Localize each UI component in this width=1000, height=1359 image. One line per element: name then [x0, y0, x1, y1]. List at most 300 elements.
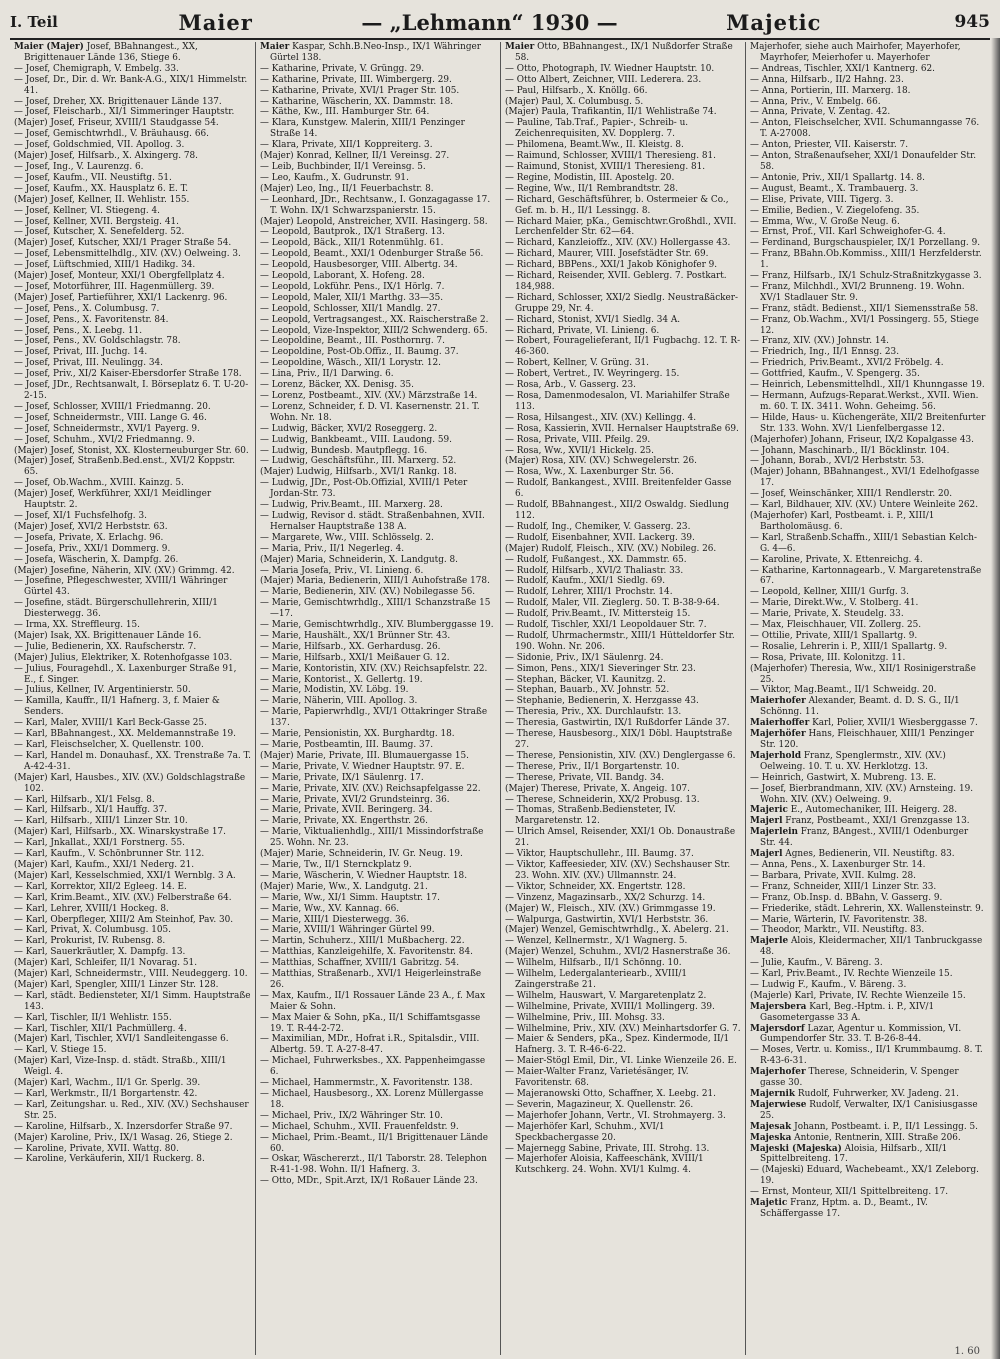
directory-entry: — Emilie, Bedien., V. Ziegelofeng. 35. [750, 205, 920, 216]
directory-entry: — Majerhofer Aloisia, Kaffeeschänk, XVIII/1 Kutschkerg. 24. Wohn. XVI/1 Kulmg. 4. [505, 1154, 704, 1176]
directory-entry: — Marie, XIII/1 Diesterwegg. 36. [260, 914, 410, 925]
directory-entry: — Majerhöfer Karl, Schuhm., XVI/1 Speckbachergasse 20. [505, 1121, 665, 1143]
directory-entry: — Rudolf, Tischler, XXI/1 Leopoldauer Str. 7. [505, 620, 707, 631]
directory-entry: (Majer) Paula, Trafikantin, II/1 Wehlistraße 74. [505, 107, 717, 118]
last-entry-word: Majetic [726, 9, 822, 35]
directory-entry: — Rosa, Private, III. Kolonitzg. 11. [750, 652, 906, 663]
directory-entry: (Majer) Isak, XX. Brigittenauer Lände 16. [14, 630, 202, 641]
directory-entry: (Majer) Maria, Schneiderin, X. Landgutg. 8. [260, 554, 459, 565]
directory-entry: — Therese, Priv., II/1 Borgartenstr. 10. [505, 761, 680, 772]
directory-entry: Majerl Franz, Postbeamt., XXI/1 Grenzgasse 13. [750, 816, 970, 827]
directory-entry: — Walpurga, Gastwirtin, XVI/1 Herbststr. 36. [505, 914, 709, 925]
directory-entry: — Josef, Privat, III. Neulingg. 34. [14, 358, 163, 369]
directory-entry: — Josef, Kutscher, X. Senefelderg. 52. [14, 227, 185, 238]
directory-entry: — Marie, Pensionistin, XX. Burghardtg. 18. [260, 729, 455, 740]
directory-entry: Maierhoffer Karl, Polier, XVII/1 Wiesberggasse 7. [750, 718, 978, 729]
first-entry-word: Maier [178, 9, 253, 35]
entry-columns [10, 42, 990, 1355]
directory-entry: (Majer) Josef, Friseur, XVIII/1 Staudgasse 54. [14, 118, 219, 129]
directory-entry: — Rudolf, BBahnangest., XII/2 Oswaldg. Siedlung 112. [505, 500, 730, 521]
directory-entry: Majerhöfer Hans, Fleischhauer, XIII/1 Penzinger Str. 120. [750, 729, 974, 750]
directory-entry: — Lorenz, Bäcker, XX. Denisg. 35. [260, 380, 414, 391]
directory-entry: Majerhofer Therese, Schneiderin, V. Spenger gasse 30. [750, 1067, 959, 1089]
directory-entry: — Stephan, Bauarb., XV. Johnstr. 52. [505, 685, 670, 696]
directory-entry: — Leopold, Kellner, XIII/1 Gurfg. 3. [750, 587, 909, 598]
directory-entry: — Rudolf, Lehrer, XIII/1 Prochstr. 14. [505, 587, 673, 598]
directory-entry: — Wilhelmine, Priv., XIV. (XV.) Meinhartsdorfer G. 7. [505, 1023, 741, 1034]
directory-entry: — Franz, XIV. (XV.) Johnstr. 14. [750, 336, 889, 347]
directory-entry: — Franz, Hilfsarb., IX/1 Schulz-Straßnitzkygasse 3. [750, 271, 982, 282]
directory-entry: — Karl, Tischler, XII/1 Pachmüllerg. 4. [14, 1023, 187, 1034]
directory-entry: — Josef, Pens., X. Leebg. 11. [14, 325, 143, 336]
directory-entry: — Irma, XX. Streffleurg. 15. [14, 620, 141, 631]
directory-entry: — Marie, Private, XX. Engerthstr. 26. [260, 816, 428, 827]
directory-entry: — Wilhelmine, Private, XVIII/1 Mollingerg. 39. [505, 1001, 715, 1012]
directory-entry: — Richard, Reisender, XVII. Geblerg. 7. Postkart. 184,988. [505, 271, 727, 292]
directory-entry: — Max, Fleischhauer, VII. Zollerg. 25. [750, 620, 922, 631]
directory-entry: (Majer) Josef, XVI/2 Herbststr. 63. [14, 521, 168, 532]
directory-entry: — Karl, Hilfsarb., XIII/1 Linzer Str. 10. [14, 816, 188, 827]
directory-entry: (Majer) Josef, Stonist, XX. Klosterneuburger Str. 60. [14, 445, 249, 456]
directory-entry: Majersdorf Lazar, Agentur u. Kommission, VI. Gumpendorfer Str. 33. T. B-26-8-44. [750, 1023, 962, 1045]
directory-entry: — Majernegg Sabine, Private, III. Strohg. 13. [505, 1143, 710, 1154]
directory-entry: — Marie, Viktualienhdlg., XIII/1 Missindorfstraße 25. Wohn. Nr. 23. [260, 827, 484, 849]
column-3 [500, 42, 745, 1355]
directory-entry: — Leopoldine, Post-Ob.Offiz., II. Baumg. 37. [260, 347, 459, 358]
directory-entry: — Johann, Borab., XVI/2 Herbststr. 53. [750, 456, 925, 467]
directory-entry: — Barbara, Private, XVII. Kulmg. 28. [750, 870, 916, 881]
directory-entry: — Anna, Portierin, III. Marxerg. 18. [750, 85, 911, 96]
directory-entry: — Severin, Magazineur, X. Quellenstr. 26. [505, 1099, 694, 1110]
directory-entry: (Majer) Maria, Bedienerin, XIII/1 Auhofstraße 178. [260, 576, 490, 587]
directory-entry: — Karoline, Verkäuferin, XII/1 Ruckerg. 8. [14, 1154, 205, 1165]
directory-entry: — Heinrich, Gastwirt, X. Mubreng. 13. E. [750, 772, 937, 783]
directory-entry: — Marie, Kontoristin, XIV. (XV.) Reichsapfelstr. 22. [260, 663, 488, 674]
directory-entry: — Josef, Gemischtwrhdl., V. Bräuhausg. 66. [14, 129, 209, 140]
directory-entry: — Maier & Senders, pKa., Spez. Kindermode, II/1 Hafnerg. 3. T. R-46-6-22. [505, 1034, 730, 1056]
directory-entry: — Gottfried, Kaufm., V. Spengerg. 35. [750, 369, 920, 380]
directory-entry: — Theresia, Gastwirtin, IX/1 Rußdorfer Lände 37. [505, 718, 730, 729]
directory-entry: — Michael, Prim.-Beamt., II/1 Brigittenauer Lände 60. [260, 1132, 488, 1154]
directory-entry: — Karoline, Private, XVII. Wattg. 80. [14, 1143, 179, 1154]
part-label: I. Teil [10, 13, 58, 31]
directory-entry: — Pauline, Tab.Traf., Papier-, Schreib- u. Zeichenrequisiten, XV. Dopplerg. 7. [505, 118, 689, 140]
directory-entry: — Josef, Schneidermstr., VIII. Lange G. 46. [14, 412, 207, 423]
directory-entry: Majeski (Majeska) Aloisia, Hilfsarb., XII/1 Spittelbreiteng. 17. [750, 1143, 948, 1165]
directory-entry: — Marie, Ww., XI/1 Simm. Hauptstr. 17. [260, 892, 440, 903]
directory-entry: — Ludwig, Revisor d. städt. Straßenbahnen, XVII. Hernalser Hauptstraße 138 A. [260, 510, 485, 532]
directory-entry: — Marie, Private, XVI/2 Grundsteinrg. 36. [260, 794, 450, 805]
directory-entry: (Majer) Karl, Wachm., II/1 Gr. Sperlg. 39. [14, 1078, 201, 1089]
directory-entry: (Majer) Josefine, Näherin, XIV. (XV.) Grimmg. 42. [14, 565, 235, 576]
directory-entry: — Otto, MDr., Spit.Arzt, IX/1 Roßauer Lände 23. [260, 1176, 478, 1187]
directory-entry: — Matthias, Kanzleigehilfe, X. Favoritenstr. 84. [260, 947, 473, 958]
directory-entry: — Anna, Pens., X. Laxenburger Str. 14. [750, 859, 926, 870]
directory-entry: (Majer) Josef, Hilfsarb., X. Alxingerg. 78. [14, 151, 199, 162]
directory-entry: — Katharine, Private, V. Grüngg. 29. [260, 63, 425, 74]
directory-entry: — Josefa, Priv., XXI/1 Dommerg. 9. [14, 543, 171, 554]
directory-entry: — Maier-Stögl Emil, Dir., VI. Linke Wienzeile 26. E. [505, 1056, 737, 1067]
directory-entry: — Klara, Kunstgew. Malerin, XIII/1 Penzinger Straße 14. [260, 118, 465, 140]
directory-entry: — Ludwig, Bäcker, XVI/2 Roseggerg. 2. [260, 423, 438, 434]
directory-entry: — Rudolf, Eisenbahner, XVII. Lackerg. 39. [505, 532, 695, 543]
directory-entry: (Majer) Wenzel, Schuhm., XVI/2 Hasnerstraße 36. [505, 947, 731, 958]
directory-entry: — Richard, Private, VI. Linieng. 6. [505, 325, 660, 336]
directory-entry: — Michael, Fuhrwerksbes., XX. Pappenheimgasse 6. [260, 1056, 486, 1078]
directory-entry: — Josef, Pens., X. Columbusg. 7. [14, 303, 160, 314]
directory-entry: — Vinzenz, Magazinsarb., XX/2 Schurzg. 14. [505, 892, 706, 903]
directory-entry: — Katharine, Private, III. Wimbergerg. 29. [260, 74, 452, 85]
directory-entry: (Majer) Josef, Kellner, II. Wehlistr. 155. [14, 194, 190, 205]
directory-entry: — Josefine, Pflegeschwester, XVIII/1 Währinger Gürtel 43. [14, 576, 228, 598]
directory-entry: — Franz, städt. Bedienst., XII/1 Siemensstraße 58. [750, 303, 979, 314]
directory-entry: (Majer) Marie, Ww., X. Landgutg. 21. [260, 881, 428, 892]
directory-entry: — Marie, Gemischtwrhdlg., XIII/1 Schanzstraße 15—17. [260, 598, 491, 620]
directory-entry: — Lorenz, Schneider, f. D. VI. Kasernenstr. 21. T. Wohn. Nr. 18. [260, 401, 480, 423]
directory-entry: — Marie, Direkt.Ww., V. Stolberg. 41. [750, 598, 919, 609]
directory-entry: — Rosa, Kassierin, XVII. Hernalser Hauptstraße 69. [505, 423, 739, 434]
directory-entry: — Josef, Privat, III. Juchg. 14. [14, 347, 148, 358]
directory-entry: — Josef, Fleischarb., XI/1 Simmeringer Hauptstr. [14, 107, 235, 118]
directory-entry: (Majerhofer) Johann, Friseur, IX/2 Kopalgasse 43. [750, 434, 974, 445]
directory-entry: — Ludwig, Bundesb. Mautpflegg. 16. [260, 445, 428, 456]
directory-entry: (Majerle) Karl, Private, IV. Rechte Wienzeile 15. [750, 990, 966, 1001]
directory-entry: — Julius, Kellner, IV. Argentinierstr. 50. [14, 685, 191, 696]
directory-entry: — Josef, Priv., XI/2 Kaiser-Ebersdorfer Straße 178. [14, 369, 242, 380]
directory-entry: — Rosa, Ww., XVII/1 Hickelg. 25. [505, 445, 654, 456]
directory-entry: — Josef, Pens., XV. Goldschlagstr. 78. [14, 336, 181, 347]
directory-entry: Maier Kaspar, Schh.B.Neo-Insp., IX/1 Währinger Gürtel 138. [260, 42, 481, 63]
directory-entry: — Wilhelm, Ledergalanteriearb., XVIII/1 Zaingerstraße 21. [505, 969, 688, 990]
directory-entry: — Heinrich, Lebensmittelhdl., XII/1 Khunngasse 19. [750, 380, 985, 391]
directory-entry: — Friederike, städt. Lehrerin, XX. Wallensteinstr. 9. [750, 903, 984, 914]
directory-entry: — Ferdinand, Burgschauspieler, IX/1 Porzellang. 9. [750, 238, 981, 249]
directory-entry: — Max Maier & Sohn, pKa., II/1 Schiffamtsgasse 19. T. R-44-2-72. [260, 1012, 481, 1034]
directory-entry: — Richard, Kanzleioffz., XIV. (XV.) Hollergasse 43. [505, 238, 731, 249]
directory-entry: Majesak Johann, Postbeamt. i. P., II/1 Lessingg. 5. [750, 1121, 978, 1132]
directory-entry: — Rosa, Hilsangest., XIV. (XV.) Kellingg. 4. [505, 412, 697, 423]
directory-entry: — Josef, Kellner, VI. Stiegeng. 4. [14, 205, 160, 216]
directory-entry: (Majer) Marie, Schneiderin, IV. Gr. Neug. 19. [260, 849, 463, 860]
directory-entry: — Marie, Kontorist., X. Gellertg. 19. [260, 674, 423, 685]
directory-entry: — Maria Josefa, Priv., VI. Linieng. 6. [260, 565, 424, 576]
directory-entry: — Rosa, Ww., X. Laxenburger Str. 56. [505, 467, 674, 478]
directory-entry: — Leopoldine, Beamt., III. Posthornrg. 7. [260, 336, 445, 347]
directory-entry: — Paul, Hilfsarb., X. Knöllg. 66. [505, 85, 648, 96]
directory-entry: — Marie, Postbeamtin, III. Baumg. 37. [260, 740, 434, 750]
directory-entry: — Karoline, Hilfsarb., X. Inzersdorfer Straße 97. [14, 1121, 233, 1132]
directory-entry: — Marie, Private, IX/1 Säulenrg. 17. [260, 772, 424, 783]
directory-entry: — Hilde, Haus- u. Küchengeräte, XII/2 Breitenfurter Str. 133. Wohn. XV/1 Lienfelbergasse 12. [750, 412, 986, 434]
directory-entry: Maierhofer Alexander, Beamt. d. D. S. G., II/1 Schönng. 11. [750, 696, 960, 718]
directory-entry: — Marie, Hilfsarb., XXI/1 Meißauer G. 12. [260, 652, 450, 663]
directory-entry: — Josef, Ing., V. Laurenzg. 6. [14, 161, 144, 172]
directory-entry: — Therese, Schneiderin, XX/2 Probusg. 13. [505, 794, 700, 805]
directory-entry: — Richard, Geschäftsführer, b. Ostermeier & Co., Gef. m. b. H., II/1 Lessingg. 8. [505, 194, 729, 216]
directory-entry: — Marie, Gemischtwrhdlg., XIV. Blumberggasse 19. [260, 620, 494, 631]
directory-entry: — Karl, Korrektor, XII/2 Egleeg. 14. E. [14, 881, 187, 892]
directory-entry: — Karl, Hilfsarb., XI/1 Hauffg. 37. [14, 805, 168, 816]
directory-entry: — Regine, Ww., II/1 Rembrandtstr. 28. [505, 183, 679, 194]
directory-entry: Maier (Majer) Josef, BBahnangest., XX, Brigittenauer Lände 136, Stiege 6. [14, 42, 198, 63]
directory-entry: — Karl, Sauerkräutler, X. Dampfg. 13. [14, 947, 186, 958]
directory-entry: — Robert, Kellner, V. Grüng. 31. [505, 358, 650, 369]
directory-entry: — Franz, Milchhdl., XVI/2 Brunneng. 19. Wohn. XV/1 Stadlauer Str. 9. [750, 281, 965, 303]
directory-entry: — Richard Maier, pKa., Gemischtwr.Großhdl., XVII. Lerchenfelder Str. 62—64. [505, 216, 737, 238]
directory-entry: — Raimund, Stonist, XVIII/1 Theresieng. 81. [505, 161, 706, 172]
directory-entry: (Majer) Karl, Kesselschmied, XXI/1 Wernblg. 3 A. [14, 870, 236, 881]
directory-entry: (Majer) Leopold, Anstreicher, XVII. Hasingerg. 58. [260, 216, 488, 227]
directory-entry: — Lorenz, Postbeamt., XIV. (XV.) Märzstraße 14. [260, 391, 478, 401]
directory-entry: — Matthias, Straßenarb., XVI/1 Heigerleinstraße 26. [260, 969, 482, 990]
directory-entry: — Majerhofer Johann, Vertr., VI. Strohmayerg. 3. [505, 1110, 726, 1121]
directory-entry: — Margarete, Ww., VIII. Schlösselg. 2. [260, 532, 434, 543]
directory-entry: — Antonie, Priv., XII/1 Spallartg. 14. 8. [750, 172, 925, 183]
directory-entry: — Rosa, Arb., V. Gasserg. 23. [505, 380, 636, 391]
directory-entry: — Josef, Pens., X. Favoritenstr. 84. [14, 314, 169, 325]
directory-entry: — Moses, Vertr. u. Komiss., II/1 Krummbaumg. 8. T. R-43-6-31. [750, 1045, 983, 1067]
directory-entry: — Karl, Straßenb.Schaffn., XIII/1 Sebastian Kelch-G. 4—6. [750, 532, 978, 554]
directory-entry: — Ludwig F., Kaufm., V. Bäreng. 3. [750, 979, 907, 990]
directory-entry: — Wilhelm, Hilfsarb., II/1 Schönng. 10. [505, 958, 682, 969]
directory-entry: — Leopold, Maler, XII/1 Marthg. 33—35. [260, 292, 444, 303]
directory-entry: Maier Otto, BBahnangest., IX/1 Nußdorfer Straße 58. [505, 42, 733, 63]
directory-entry: — Hermann, Aufzugs-Reparat.Werkst., XVII. Wien. m. 60. T. IX. 3411. Wohn. Geheimg. 56. [750, 391, 979, 412]
directory-entry: — Lina, Priv., II/1 Darwing. 6. [260, 369, 394, 380]
directory-entry: — Josef, Weinschänker, XIII/1 Rendlerstr. 20. [750, 489, 953, 500]
column-1 [10, 42, 255, 1355]
directory-entry: — Therese, Hausbesorg., XIX/1 Döbl. Hauptstraße 27. [505, 729, 733, 750]
directory-entry: (Majer) Julius, Elektriker, X. Rotenhofgasse 103. [14, 652, 233, 663]
directory-entry: — Leopold, Schlosser, XII/1 Mandlg. 27. [260, 303, 441, 314]
directory-entry: (Majer) Karoline, Priv., IX/1 Wasag. 26, Stiege 2. [14, 1132, 233, 1143]
directory-entry: — Elise, Private, VIII. Tigerg. 3. [750, 194, 894, 205]
directory-entry: — Leo, Kaufm., X. Gudrunstr. 91. [260, 172, 409, 183]
directory-entry: — Viktor, Kaffeesieder, XIV. (XV.) Sechshauser Str. 23. Wohn. XIV. (XV.) Ullmannstr. 24. [505, 859, 731, 881]
directory-entry: — Michael, Hausbesorg., XX. Lorenz Müllergasse 18. [260, 1089, 484, 1110]
directory-entry: — Franz, BBahn.Ob.Kommiss., XIII/1 Herzfelderstr. 1. [750, 249, 982, 271]
directory-entry: — Emma, Ww., V. Große Neug. 6. [750, 216, 900, 227]
directory-entry: — Rosa, Private, VIII. Pfeilg. 29. [505, 434, 651, 445]
directory-entry: — Karl, Prokurist, IV. Rubensg. 8. [14, 936, 166, 947]
directory-entry: — Viktor, Schneider, XX. Engertstr. 128. [505, 881, 686, 892]
directory-entry: — Leopold, Bäck., XII/1 Rotenmühlg. 61. [260, 238, 444, 249]
directory-entry: (Majer) Karl, Schneidermstr., VIII. Neudeggerg. 10. [14, 969, 248, 980]
directory-entry: — Marie, Modistin, XV. Löbg. 19. [260, 685, 409, 696]
directory-entry: Majerlein Franz, BAngest., XVIII/1 Odenburger Str. 44. [750, 827, 969, 849]
directory-entry: — Josef, Schlosser, XVIII/1 Friedmanng. 20. [14, 401, 211, 412]
directory-entry: — Viktor, Mag.Beamt., II/1 Schweidg. 20. [750, 685, 937, 696]
directory-entry: — Oskar, Wäschererzt., II/1 Taborstr. 28. Telephon R-41-1-98. Wohn. II/1 Hafnerg. 3. [260, 1154, 487, 1176]
directory-entry: — Otto, Photograph, IV. Wiedner Hauptstr. 10. [505, 63, 715, 74]
directory-entry: — Franz, Ob.Wachm., XVI/1 Possingerg. 55, Stiege 12. [750, 314, 979, 336]
directory-entry: — Ludwig, Bankbeamt., VIII. Laudong. 59. [260, 434, 452, 445]
page-number: 945 [954, 12, 990, 32]
directory-entry: — Johann, Maschinarb., II/1 Böcklinstr. 104. [750, 445, 950, 456]
directory-entry: — Leopold, Vize-Inspektor, XIII/2 Schwenderg. 65. [260, 325, 488, 336]
directory-entry: (Majer) Leo, Ing., II/1 Feuerbachstr. 8. [260, 183, 434, 194]
directory-entry: (Majer) Therese, Private, X. Angeig. 107. [505, 783, 690, 794]
directory-entry: — Robert, Vertret., IV. Weyringerg. 15. [505, 369, 680, 380]
directory-entry: — Josef, Motorführer, III. Hagenmüllerg. 39. [14, 281, 215, 292]
directory-entry: — Marie, Tw., II/1 Sternckplatz 9. [260, 859, 412, 870]
directory-entry: (Majer) Josef, Partieführer, XXI/1 Lackenrg. 96. [14, 292, 228, 303]
directory-entry: (Majer) W., Fleisch., XIV. (XV.) Grimmgasse 19. [505, 903, 716, 914]
directory-entry: (Majer) Josef, Monteur, XXI/1 Obergfellplatz 4. [14, 271, 225, 282]
directory-entry: — Anna, Hilfsarb., II/2 Hahng. 23. [750, 74, 904, 85]
directory-entry: — Marie, Private, XIV. (XV.) Reichsapfelgasse 22. [260, 783, 481, 794]
directory-entry: — Karl, Bildhauer, XIV. (XV.) Untere Weinleite 262. [750, 500, 979, 511]
directory-entry: — Ulrich Amsel, Reisender, XXI/1 Ob. Donaustraße 21. [505, 827, 736, 849]
directory-entry: — Thomas, Straßenb.Bediensteter, IV. Margaretenstr. 12. [505, 805, 676, 827]
directory-entry: — Matthias, Schaffner, XVIII/1 Gabritzg. 54. [260, 958, 460, 969]
directory-entry: — Josef, Kellner, XVII. Bergsteig. 41. [14, 216, 179, 227]
directory-entry: — Karl, Krim.Beamt., XIV. (XV.) Felberstraße 64. [14, 892, 232, 903]
directory-entry: — Viktor, Hauptschullehr., III. Baumg. 37. [505, 849, 694, 860]
page-fold-shadow [991, 38, 1000, 1359]
directory-entry: — Ernst, Prof., VII. Karl Schweighofer-G. 4. [750, 227, 946, 238]
directory-entry: — Friedrich, Priv.Beamt., XVI/2 Fröbelg. 4. [750, 358, 944, 369]
directory-entry: — Rosa, Damenmodesalon, VI. Mariahilfer Straße 113. [505, 391, 730, 412]
directory-entry: — Anna, Priv., V. Embelg. 66. [750, 96, 881, 107]
directory-entry: — Anna, Private, V. Zentag. 42. [750, 107, 891, 118]
directory-entry: (Majer) Josef, Kutscher, XXI/1 Prager Straße 54. [14, 238, 232, 249]
directory-entry: (Majer) Karl, Kaufm., XXI/1 Nederg. 21. [14, 859, 195, 870]
directory-entry: — Josef, Chemigraph, V. Embelg. 33. [14, 63, 179, 74]
directory-entry: — Anton, Priester, VII. Kaiserstr. 7. [750, 140, 909, 151]
directory-entry: — Marie, Wärterin, IV. Favoritenstr. 38. [750, 914, 928, 925]
directory-entry: — Ernst, Monteur, XII/1 Spittelbreiteng. 17. [750, 1187, 949, 1198]
directory-entry: — Karl, Privat, X. Columbusg. 105. [14, 925, 172, 936]
directory-entry: (Majer) Ludwig, Hilfsarb., XVI/1 Rankg. 18. [260, 467, 457, 478]
directory-entry: — Kamilla, Kauffr., II/1 Hafnerg. 3, f. Maier & Senders. [14, 696, 220, 718]
directory-entry: — Rudolf, Hilfsarb., XVI/2 Thaliastr. 33. [505, 565, 684, 576]
directory-entry: (Majer) Marie, Private, III. Blumauergasse 15. [260, 750, 469, 761]
page-header [10, 6, 990, 40]
directory-entry: — Rudolf, Uhrmachermstr., XIII/1 Hütteldorfer Str. 190. Wohn. Nr. 206. [505, 630, 735, 652]
directory-entry: — Stephanie, Bedienerin, X. Herzgasse 43. [505, 696, 699, 707]
publication-title: — „Lehmann“ 1930 — [361, 9, 618, 35]
directory-entry: — Josef, Dr., Dir. d. Wr. Bank-A.G., XIX/1 Himmelstr. 41. [14, 74, 248, 96]
directory-entry: — (Majeski) Eduard, Wachebeamt., XX/1 Zeleborg. 19. [750, 1165, 979, 1187]
directory-entry: — Karl, Fleischselcher, X. Quellenstr. 100. [14, 740, 204, 750]
directory-entry: — Marie, XVIII/1 Währinger Gürtel 99. [260, 925, 435, 936]
directory-entry: — Josef, Schneidermstr., XVI/1 Payerg. 9. [14, 423, 200, 434]
directory-entry: Majerle Alois, Kleidermacher, XII/1 Tanbruckgasse 48. [750, 936, 983, 958]
directory-entry: — Philomena, Beamt.Ww., II. Kleistg. 8. [505, 140, 684, 151]
directory-entry: — Marie, Private, X. Steudelg. 33. [750, 609, 904, 620]
directory-entry: — Maier-Walter Franz, Varietésänger, IV. Favoritenstr. 68. [505, 1067, 689, 1089]
directory-entry: — Franz, Schneider, XIII/1 Linzer Str. 33. [750, 881, 937, 892]
directory-entry: (Majer) Wenzel, Gemischtwrhdlg., X. Abelerg. 21. [505, 925, 729, 936]
directory-entry: — Karl, V. Stiege 15. [14, 1045, 107, 1056]
directory-entry: — Marie, Private, XVII. Beringerg. 34. [260, 805, 433, 816]
directory-entry: (Majerhofer) Theresia, Ww., XII/1 Rosinigerstraße 25. [750, 663, 976, 685]
footer-mark: 1. 60 [954, 1346, 980, 1357]
directory-entry: — Karl, Jnkallat., XXI/1 Forstnerg. 55. [14, 838, 185, 849]
directory-entry: — Therese, Pensionistin, XIV. (XV.) Denglergasse 6. [505, 750, 736, 761]
directory-entry: — Richard, Stonist, XVI/1 Siedlg. 34 A. [505, 314, 681, 325]
directory-entry: — Karl, städt. Bediensteter, XI/1 Simm. Hauptstraße 143. [14, 990, 251, 1012]
directory-entry: — Ludwig, Geschäftsführ., III. Marxerg. 52. [260, 456, 457, 467]
directory-entry: — Michael, Schuhm., XVII. Frauenfeldstr. 9. [260, 1121, 459, 1132]
directory-entry: — Maria, Priv., II/1 Negerleg. 4. [260, 543, 405, 554]
directory-entry: — Martin, Schuherz., XIII/1 Mußbacherg. 22. [260, 936, 465, 947]
directory-entry: — Anton, Straßenaufseher, XXI/1 Donaufelder Str. 58. [750, 151, 977, 172]
directory-entry: — Karl, Tischler, II/1 Wehlistr. 155. [14, 1012, 172, 1023]
directory-entry: — Sidonie, Priv., IX/1 Säulenrg. 24. [505, 652, 664, 663]
directory-entry: — Katharine, Wäscherin, XX. Dammstr. 18. [260, 96, 454, 107]
directory-entry: — Josefa, Private, X. Erlachg. 96. [14, 532, 164, 543]
directory-entry: — Rosalie, Lehrerin i. P., XIII/1 Spallartg. 9. [750, 641, 948, 652]
directory-entry: — Karl, BBahnangest., XX. Meldemannstraße 19. [14, 729, 236, 740]
directory-entry: Majeric E., Automechaniker, III. Heigerg. 28. [750, 805, 958, 816]
directory-entry: — Josef, Lebensmittelhdlg., XIV. (XV.) Oelweing. 3. [14, 249, 241, 260]
directory-entry: — Rudolf, Fußangest., XX. Dammstr. 65. [505, 554, 687, 565]
directory-entry: Majerwiese Rudolf, Verwalter, IX/1 Canisiusgasse 25. [750, 1099, 978, 1121]
directory-entry: — Josefine, städt. Bürgerschullehrerin, XIII/1 Diesterwegg. 36. [14, 598, 218, 620]
directory-entry: — Klara, Private, XII/1 Koppreiterg. 3. [260, 140, 433, 151]
directory-entry: — Josef, XI/1 Fuchsfelhofg. 3. [14, 510, 147, 521]
directory-entry: — Andreas, Tischler, XXI/1 Kantnerg. 62. [750, 63, 935, 74]
directory-entry: — Ludwig, JDr., Post-Ob.Offizial, XVIII/1 Peter Jordan-Str. 73. [260, 478, 468, 500]
directory-entry: (Majer) Paul, X. Columbusg. 5. [505, 96, 644, 107]
directory-entry: — Karl, Priv.Beamt., IV. Rechte Wienzeile 15. [750, 969, 953, 980]
directory-entry: — Marie, Hilfsarb., XX. Gerhardusg. 26. [260, 641, 441, 652]
directory-entry: — August, Beamt., X. Trambauerg. 3. [750, 183, 919, 194]
directory-entry: — Ottilie, Private, XIII/1 Spallartg. 9. [750, 630, 918, 641]
directory-entry: — Josefa, Wäscherin, X. Dampfg. 26. [14, 554, 179, 565]
directory-entry: — Franz, Ob.Insp. d. BBahn, V. Gasserg. 9. [750, 892, 943, 903]
directory-entry: — Karl, Zeitungshar. u. Red., XIV. (XV.) Sechshauser Str. 25. [14, 1099, 249, 1121]
directory-entry: — Karl, Kaufm., V. Schönbrunner Str. 112. [14, 849, 205, 860]
directory-entry: — Leopold, Bautprok., IX/1 Straßerg. 13. [260, 227, 445, 238]
column-4 [745, 42, 990, 1355]
directory-entry: — Julie, Kaufm., V. Bäreng. 3. [750, 958, 883, 969]
directory-entry: — Katharine, Private, XVI/1 Prager Str. 105. [260, 85, 460, 96]
directory-entry: — Wilhelmine, Priv., III. Mohsg. 33. [505, 1012, 665, 1023]
directory-entry: — Josef, Ob.Wachm., XVIII. Kainzg. 5. [14, 478, 184, 489]
directory-entry: — Leib, Buchbinder, II/1 Vereinsg. 5. [260, 161, 426, 172]
directory-entry: — Josef, Kaufm., XX. Hausplatz 6. E. T. [14, 183, 189, 194]
directory-entry: — Josef, Goldschmied, VII. Apollog. 3. [14, 140, 185, 151]
directory-entry: Majernik Rudolf, Fuhrwerker, XV. Jadeng. 21. [750, 1089, 959, 1099]
directory-entry: — Leopold, Hausbesorger, VIII. Albertg. 34. [260, 260, 458, 271]
directory-entry: — Michael, Priv., IX/2 Währinger Str. 10. [260, 1110, 443, 1121]
directory-entry: — Rudolf, Priv.Beamt., IV. Mittersteig 15. [505, 609, 691, 620]
directory-entry: — Leopold, Laborant, X. Hofeng. 28. [260, 271, 425, 282]
directory-entry: — Leopoldine, Wäsch., XII/1 Lorystr. 12. [260, 358, 441, 369]
directory-entry: — Josef, Dreher, XX. Brigittenauer Lände 137. [14, 96, 222, 107]
directory-entry: — Marie, Wäscherin, V. Wiedner Hauptstr. 18. [260, 870, 468, 881]
directory-entry: — Josef, Bierbrandmann, XIV. (XV.) Arnsteing. 19. Wohn. XIV. (XV.) Oelweing. 9. [750, 783, 974, 805]
directory-entry: — Julius, Fouragehdl., X. Laxenburger Straße 91, E., f. Singer. [14, 663, 237, 685]
directory-entry: (Majer) Karl, Vize-Insp. d. städt. Straßb., XIII/1 Weigl. 4. [14, 1056, 227, 1078]
directory-entry: — Friedrich, Ing., II/1 Ennsg. 23. [750, 347, 900, 358]
directory-entry: — Rudolf, Bankangest., XVIII. Breitenfelder Gasse 6. [505, 478, 732, 500]
directory-entry: — Karl, Werkmstr., II/1 Borgartenstr. 42. [14, 1089, 198, 1099]
directory-entry: — Karl, Oberpfleger, XIII/2 Am Steinhof, Pav. 30. [14, 914, 234, 925]
directory-entry: — Therese, Private, VII. Bandg. 34. [505, 772, 665, 783]
directory-entry: — Josef, Lüftschmied, XIII/1 Hadikg. 34. [14, 260, 196, 271]
directory-entry: — Otto Albert, Zeichner, VIII. Lederera. 23. [505, 74, 702, 85]
directory-entry: (Majer) Karl, Spengler, XIII/1 Linzer Str. 128. [14, 979, 219, 990]
directory-entry: — Leonhard, JDr., Rechtsanw., I. Gonzagagasse 17. T. Wohn. IX/1 Schwarzspanierstr. 15. [260, 194, 491, 216]
directory-entry: — Max, Kaufm., II/1 Rossauer Lände 23 A., f. Max Maier & Sohn. [260, 990, 486, 1012]
directory-entry: — Anton, Fleischselcher, XVII. Schumanngasse 76. T. A-27008. [750, 118, 980, 140]
directory-entry: — Marie, Papierwrhdlg., XVI/1 Ottakringer Straße 137. [260, 707, 488, 729]
directory-entry: (Majer) Josef, Werkführer, XXI/1 Meidlinger Hauptstr. 2. [14, 489, 212, 511]
